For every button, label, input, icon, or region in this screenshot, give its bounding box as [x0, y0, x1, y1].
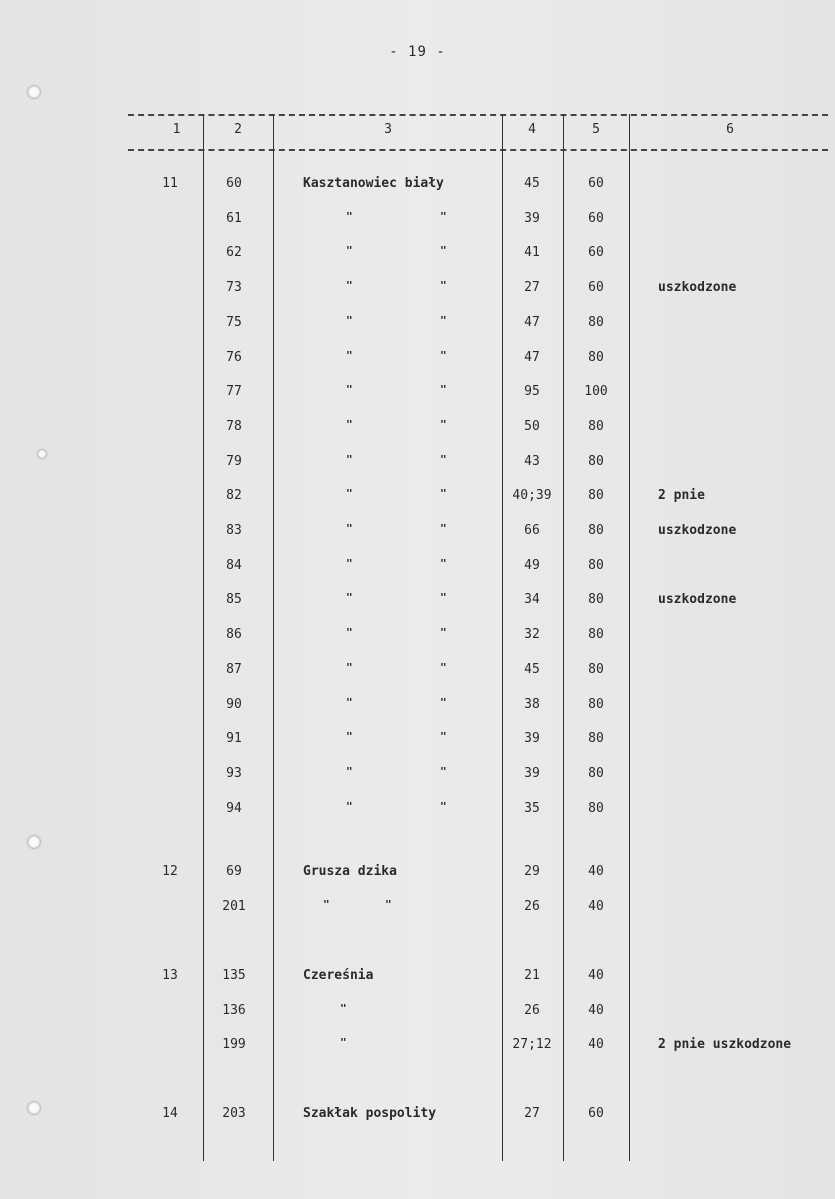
trunk-circumference: 40;39 — [512, 488, 552, 503]
crown-value: 80 — [588, 697, 604, 712]
trunk-circumference: 27;12 — [512, 1037, 552, 1052]
crown-value: 40 — [588, 968, 604, 983]
remarks: 2 pnie — [658, 488, 705, 503]
remarks: uszkodzone — [658, 280, 737, 295]
ditto-mark: " — [346, 765, 353, 778]
crown-value: 80 — [588, 419, 604, 434]
ditto-mark: " — [440, 661, 447, 674]
species-name: Kasztanowiec biały — [303, 176, 444, 191]
crown-value: 80 — [588, 592, 604, 607]
ditto-mark: " — [440, 210, 447, 223]
ditto-mark: " — [346, 418, 353, 431]
trunk-circumference: 39 — [524, 766, 540, 781]
ditto-mark: " — [346, 730, 353, 743]
crown-value: 80 — [588, 731, 604, 746]
crown-value: 80 — [588, 662, 604, 677]
crown-value: 40 — [588, 1003, 604, 1018]
trunk-circumference: 26 — [524, 1003, 540, 1018]
crown-value: 60 — [588, 176, 604, 191]
trunk-circumference: 39 — [524, 731, 540, 746]
column-divider — [629, 114, 630, 1161]
trunk-circumference: 66 — [524, 523, 540, 538]
ditto-mark: " — [440, 279, 447, 292]
ditto-mark: " — [340, 1036, 347, 1049]
ditto-mark: " — [440, 487, 447, 500]
ditto-mark: " — [346, 244, 353, 257]
ditto-mark: " — [346, 661, 353, 674]
column-header: 2 — [234, 122, 242, 137]
column-header: 4 — [528, 122, 536, 137]
trunk-circumference: 41 — [524, 245, 540, 260]
group-number: 12 — [162, 864, 178, 879]
ditto-mark: " — [340, 1002, 347, 1015]
ditto-mark: " — [440, 626, 447, 639]
remarks: 2 pnie uszkodzone — [658, 1037, 792, 1052]
tree-number: 76 — [226, 350, 242, 365]
crown-value: 80 — [588, 558, 604, 573]
punch-hole-icon — [38, 450, 46, 458]
ditto-mark: " — [346, 210, 353, 223]
trunk-circumference: 43 — [524, 454, 540, 469]
tree-number: 87 — [226, 662, 242, 677]
tree-number: 136 — [222, 1003, 246, 1018]
species-name: Szakłak pospolity — [303, 1106, 437, 1121]
page-number: - 19 - — [389, 44, 446, 60]
ditto-mark: " — [346, 349, 353, 362]
ditto-mark: " — [346, 591, 353, 604]
ditto-mark: " — [385, 898, 392, 911]
ditto-mark: " — [440, 730, 447, 743]
tree-number: 199 — [222, 1037, 246, 1052]
remarks: uszkodzone — [658, 523, 737, 538]
table-top-rule — [128, 114, 828, 116]
ditto-mark: " — [346, 487, 353, 500]
crown-value: 80 — [588, 523, 604, 538]
ditto-mark: " — [346, 557, 353, 570]
group-number: 11 — [162, 176, 178, 191]
species-name: Czereśnia — [303, 968, 374, 983]
crown-value: 80 — [588, 350, 604, 365]
tree-number: 86 — [226, 627, 242, 642]
column-header: 5 — [592, 122, 600, 137]
trunk-circumference: 21 — [524, 968, 540, 983]
ditto-mark: " — [440, 453, 447, 466]
trunk-circumference: 34 — [524, 592, 540, 607]
crown-value: 60 — [588, 280, 604, 295]
tree-number: 94 — [226, 801, 242, 816]
tree-number: 201 — [222, 899, 246, 914]
crown-value: 80 — [588, 315, 604, 330]
crown-value: 60 — [588, 211, 604, 226]
group-number: 13 — [162, 968, 178, 983]
trunk-circumference: 29 — [524, 864, 540, 879]
tree-number: 82 — [226, 488, 242, 503]
tree-number: 75 — [226, 315, 242, 330]
column-header: 3 — [384, 122, 392, 137]
tree-number: 90 — [226, 697, 242, 712]
trunk-circumference: 39 — [524, 211, 540, 226]
crown-value: 80 — [588, 766, 604, 781]
remarks: uszkodzone — [658, 592, 737, 607]
trunk-circumference: 26 — [524, 899, 540, 914]
punch-hole-icon — [28, 86, 40, 98]
trunk-circumference: 32 — [524, 627, 540, 642]
ditto-mark: " — [440, 765, 447, 778]
crown-value: 80 — [588, 627, 604, 642]
ditto-mark: " — [440, 418, 447, 431]
ditto-mark: " — [346, 696, 353, 709]
group-number: 14 — [162, 1106, 178, 1121]
trunk-circumference: 35 — [524, 801, 540, 816]
header-bottom-rule — [128, 149, 828, 151]
ditto-mark: " — [440, 383, 447, 396]
ditto-mark: " — [346, 279, 353, 292]
crown-value: 100 — [584, 384, 608, 399]
ditto-mark: " — [440, 557, 447, 570]
trunk-circumference: 49 — [524, 558, 540, 573]
crown-value: 40 — [588, 899, 604, 914]
tree-number: 85 — [226, 592, 242, 607]
tree-number: 77 — [226, 384, 242, 399]
punch-hole-icon — [28, 1102, 40, 1114]
trunk-circumference: 45 — [524, 176, 540, 191]
tree-number: 84 — [226, 558, 242, 573]
crown-value: 60 — [588, 245, 604, 260]
tree-number: 60 — [226, 176, 242, 191]
trunk-circumference: 95 — [524, 384, 540, 399]
tree-number: 83 — [226, 523, 242, 538]
trunk-circumference: 27 — [524, 1106, 540, 1121]
punch-hole-icon — [28, 836, 40, 848]
ditto-mark: " — [346, 453, 353, 466]
ditto-mark: " — [440, 591, 447, 604]
ditto-mark: " — [440, 314, 447, 327]
ditto-mark: " — [323, 898, 330, 911]
tree-number: 69 — [226, 864, 242, 879]
ditto-mark: " — [440, 800, 447, 813]
tree-number: 203 — [222, 1106, 246, 1121]
species-name: Grusza dzika — [303, 864, 397, 879]
crown-value: 40 — [588, 864, 604, 879]
crown-value: 40 — [588, 1037, 604, 1052]
trunk-circumference: 27 — [524, 280, 540, 295]
tree-number: 61 — [226, 211, 242, 226]
column-header: 6 — [726, 122, 734, 137]
tree-number: 73 — [226, 280, 242, 295]
trunk-circumference: 38 — [524, 697, 540, 712]
ditto-mark: " — [440, 349, 447, 362]
column-divider — [563, 114, 564, 1161]
crown-value: 60 — [588, 1106, 604, 1121]
tree-number: 91 — [226, 731, 242, 746]
ditto-mark: " — [346, 626, 353, 639]
tree-number: 78 — [226, 419, 242, 434]
ditto-mark: " — [346, 522, 353, 535]
ditto-mark: " — [346, 383, 353, 396]
crown-value: 80 — [588, 454, 604, 469]
trunk-circumference: 47 — [524, 350, 540, 365]
ditto-mark: " — [346, 314, 353, 327]
crown-value: 80 — [588, 801, 604, 816]
trunk-circumference: 50 — [524, 419, 540, 434]
ditto-mark: " — [440, 522, 447, 535]
ditto-mark: " — [440, 244, 447, 257]
tree-number: 93 — [226, 766, 242, 781]
tree-number: 79 — [226, 454, 242, 469]
crown-value: 80 — [588, 488, 604, 503]
tree-number: 135 — [222, 968, 246, 983]
trunk-circumference: 47 — [524, 315, 540, 330]
ditto-mark: " — [346, 800, 353, 813]
ditto-mark: " — [440, 696, 447, 709]
trunk-circumference: 45 — [524, 662, 540, 677]
tree-number: 62 — [226, 245, 242, 260]
column-divider — [273, 114, 274, 1161]
column-header: 1 — [172, 122, 181, 137]
